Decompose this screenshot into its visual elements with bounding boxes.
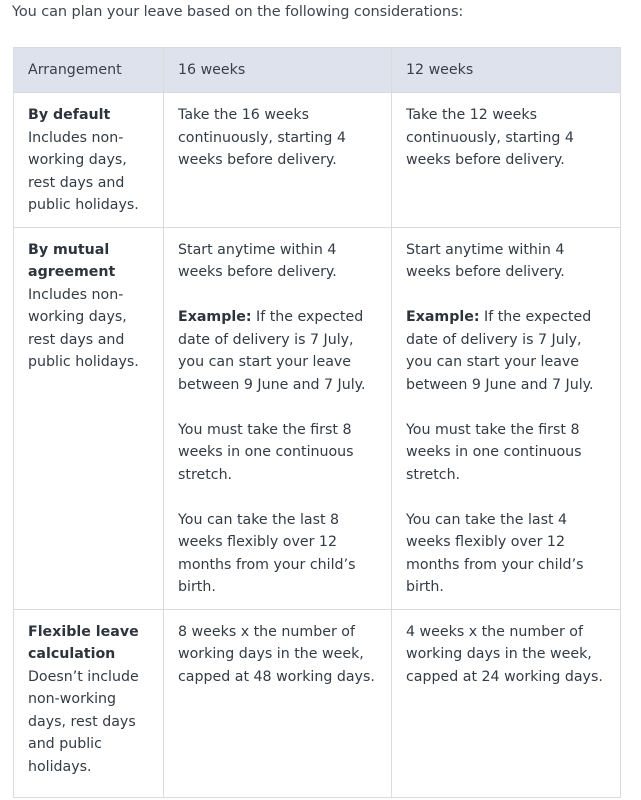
- example-label: Example:: [406, 309, 480, 325]
- cell-12-weeks: [392, 93, 621, 228]
- cell-text: 8 weeks x the number of working days in the week, capped at 48 working days.: [178, 623, 375, 685]
- example-paragraph: [406, 306, 612, 396]
- example-text: If the expected date of delivery is 7 July, you can start your leave between 9 June and 7 July.: [178, 309, 366, 393]
- arrangement-cell: [14, 609, 164, 797]
- example-paragraph: [178, 306, 383, 396]
- row-title: By default: [28, 107, 111, 123]
- row-description: Doesn’t include non-working days, rest days and public holidays.: [28, 668, 139, 775]
- first-weeks-text: You must take the first 8 weeks in one continuous stretch.: [406, 421, 582, 483]
- row-title: By mutual agreement: [28, 241, 116, 280]
- cell-12-weeks: [392, 227, 621, 609]
- table-row: [14, 609, 621, 797]
- row-title: Flexible leave calculation: [28, 623, 139, 662]
- leave-arrangements-table: [13, 47, 621, 798]
- header-arrangement: Arrangement: [14, 48, 164, 93]
- cell-text: 4 weeks x the number of working days in the week, capped at 24 working days.: [406, 623, 603, 685]
- arrangement-cell: [14, 227, 164, 609]
- header-16-weeks: 16 weeks: [164, 48, 392, 93]
- table-header-row: [14, 48, 621, 93]
- table-row: [14, 227, 621, 609]
- table-row: [14, 93, 621, 228]
- intro-text: You can plan your leave based on the following considerations:: [12, 4, 464, 20]
- cell-text: Take the 12 weeks continuously, starting 4 weeks before delivery.: [406, 107, 574, 168]
- cell-12-weeks: [392, 609, 621, 797]
- row-description: Includes non-working days, rest days and public holidays.: [28, 129, 139, 213]
- arrangement-cell: [14, 93, 164, 228]
- cell-16-weeks: [164, 227, 392, 609]
- last-weeks-text: You can take the last 4 weeks flexibly over 12 months from your child’s birth.: [406, 511, 584, 595]
- header-12-weeks: 12 weeks: [392, 48, 621, 93]
- cell-16-weeks: [164, 609, 392, 797]
- cell-16-weeks: [164, 93, 392, 228]
- example-label: Example:: [178, 309, 252, 325]
- start-text: Start anytime within 4 weeks before delivery.: [406, 241, 565, 280]
- start-text: Start anytime within 4 weeks before delivery.: [178, 241, 337, 280]
- example-text: If the expected date of delivery is 7 July, you can start your leave between 9 June and 7 July.: [406, 309, 594, 393]
- cell-text: Take the 16 weeks continuously, starting 4 weeks before delivery.: [178, 107, 346, 168]
- last-weeks-text: You can take the last 8 weeks flexibly over 12 months from your child’s birth.: [178, 511, 356, 595]
- row-description: Includes non-working days, rest days and public holidays.: [28, 286, 139, 370]
- first-weeks-text: You must take the first 8 weeks in one continuous stretch.: [178, 421, 354, 483]
